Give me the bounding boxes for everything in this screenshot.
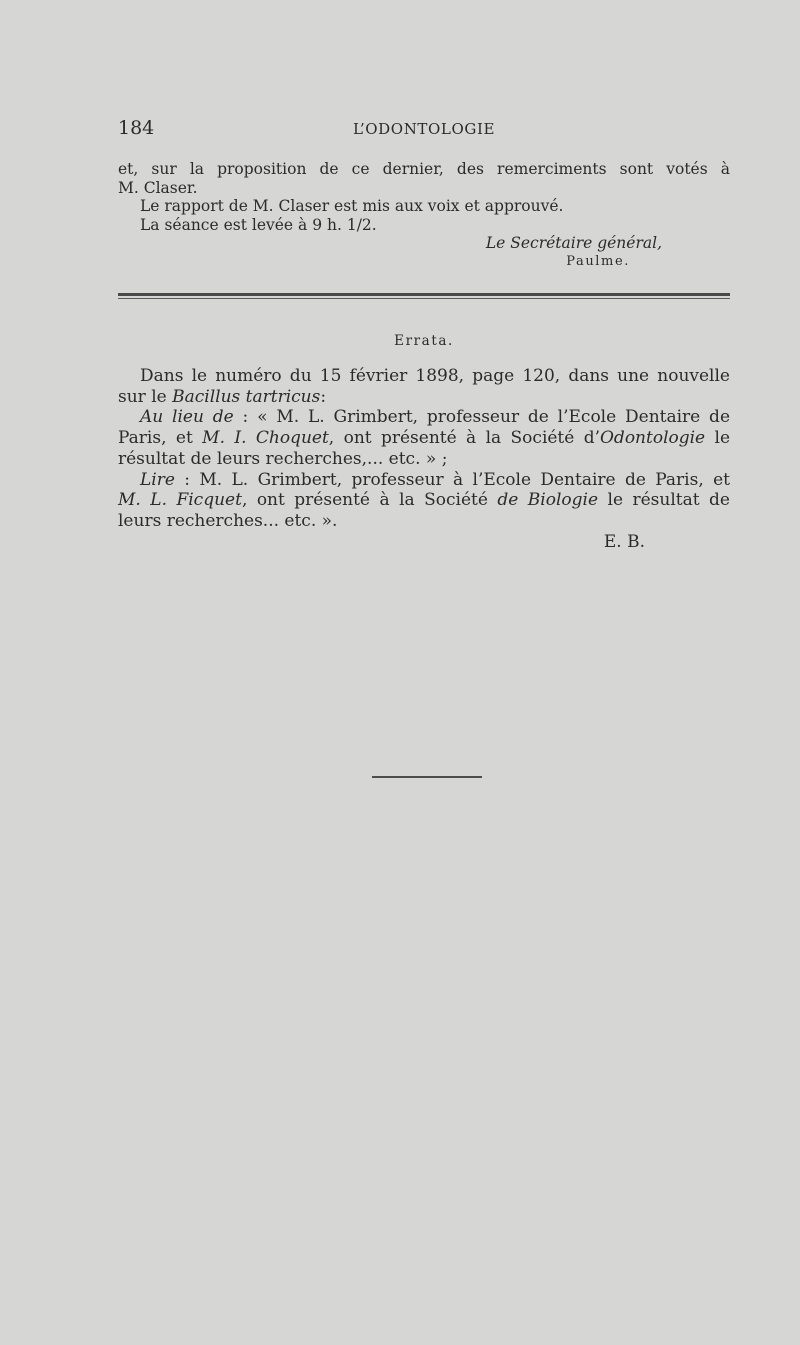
text-line: Le rapport de M. Claser est mis aux voix et approuvé. xyxy=(140,197,564,215)
text-line: résultat de leurs recherches,... etc. » ; xyxy=(118,448,448,469)
errata-initials: E. B. xyxy=(603,531,645,552)
text-line: et, sur la proposition de ce dernier, des remerciments sont votés à xyxy=(118,160,730,178)
text-line: Lire : M. L. Grimbert, professeur à l’Ecole Dentaire de Paris, et xyxy=(140,469,730,490)
page-header xyxy=(118,117,730,141)
text-line: Dans le numéro du 15 février 1898, page 120, dans une nouvelle xyxy=(140,366,730,386)
text-line: M. Claser. xyxy=(118,178,198,197)
signature-name: Paulme. xyxy=(566,253,630,269)
text-line: M. L. Ficquet, ont présenté à la Société de Biologie le résultat de xyxy=(118,490,730,511)
section-divider-thin xyxy=(118,298,730,299)
minutes-ending xyxy=(118,160,730,271)
section-divider xyxy=(118,293,730,296)
signature-title: Le Secrétaire général, xyxy=(485,234,662,252)
errata-title: Errata. xyxy=(394,333,454,349)
text-line: Au lieu de : « M. L. Grimbert, professeur de l’Ecole Dentaire de xyxy=(140,407,731,428)
text-line: leurs recherches... etc. ». xyxy=(118,510,338,531)
text-line: La séance est levée à 9 h. 1/2. xyxy=(140,215,377,234)
text-line: sur le Bacillus tartricus: xyxy=(118,386,327,407)
end-rule xyxy=(372,776,482,778)
text-line: Paris, et M. I. Choquet, ont présenté à la Société d’Odontologie le xyxy=(118,428,731,449)
page-number: 184 xyxy=(118,117,155,139)
errata-body xyxy=(118,366,730,552)
running-title: L’ODONTOLOGIE xyxy=(352,120,496,138)
